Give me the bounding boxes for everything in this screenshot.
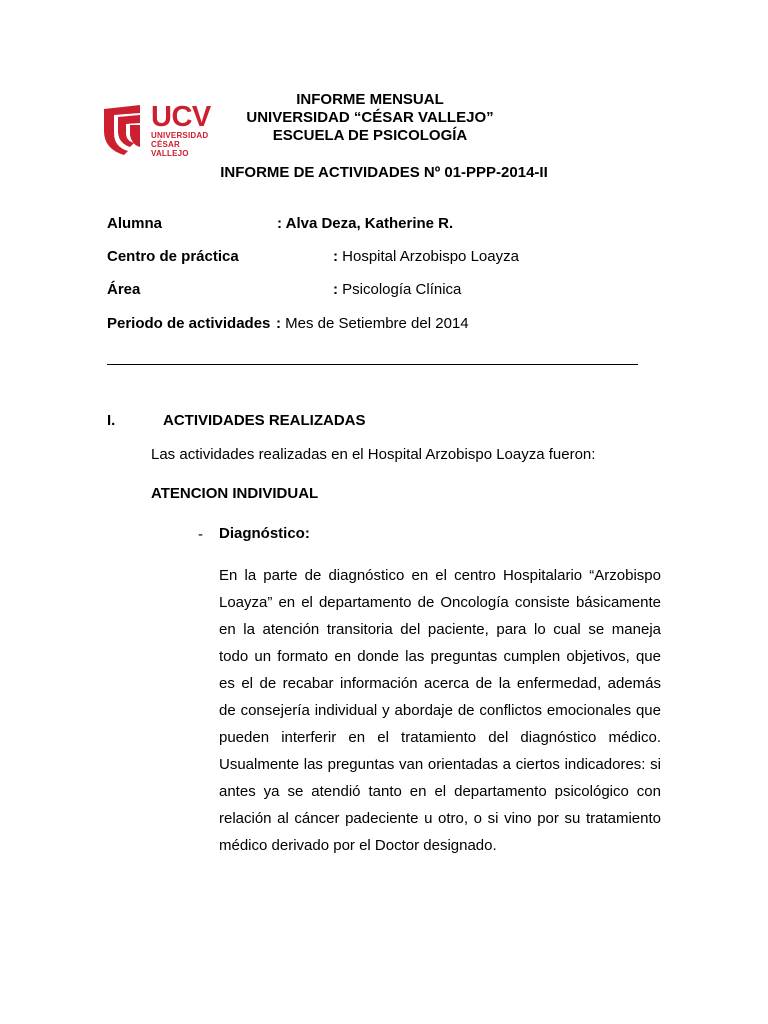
center-colon: :: [333, 248, 338, 265]
bullet-dash: -: [198, 526, 203, 543]
student-value: : Alva Deza, Katherine R.: [277, 215, 454, 232]
period-value: Mes de Setiembre del 2014: [281, 315, 469, 332]
section-title: ACTIVIDADES REALIZADAS: [163, 412, 366, 429]
separator-line: [107, 364, 638, 365]
paragraph-line: Usualmente las preguntas van orientadas a ciertos indicadores: si: [219, 756, 661, 773]
area-value: Psicología Clínica: [338, 281, 462, 298]
center-value: Hospital Arzobispo Loayza: [338, 248, 519, 265]
header-school: ESCUELA DE PSICOLOGÍA: [272, 127, 468, 144]
paragraph-line: de consejería individual y abordaje de conflictos emocionales que: [219, 702, 661, 719]
area-value-wrap: [333, 281, 461, 298]
document-header: [220, 91, 520, 145]
center-label: Centro de práctica: [107, 248, 239, 265]
paragraph-line: todo un formato en donde las preguntas cumplen objetivos, que: [219, 648, 661, 665]
area-label: Área: [107, 281, 141, 298]
paragraph-line: En la parte de diagnóstico en el centro Hospitalario “Arzobispo: [219, 567, 661, 584]
diagnostic-paragraph: [219, 562, 661, 859]
period-value-wrap: [276, 315, 469, 332]
section-number: I.: [107, 412, 116, 429]
paragraph-line: médico derivado por el Doctor designado.: [219, 837, 497, 854]
paragraph-line: pueden interferir en el tratamiento del diagnóstico médico.: [219, 729, 661, 746]
period-colon: :: [276, 315, 281, 332]
student-label: Alumna: [107, 215, 163, 232]
logo-line-2: CÉSAR VALLEJO: [151, 140, 189, 158]
period-label: Periodo de actividades: [107, 315, 271, 332]
paragraph-line: Loayza” en el departamento de Oncología consiste básicamente: [219, 594, 661, 611]
section-intro: Las actividades realizadas en el Hospital Arzobispo Loayza fueron:: [151, 446, 596, 463]
area-colon: :: [333, 281, 338, 298]
logo-text: [151, 103, 220, 158]
ucv-logo: [102, 101, 220, 158]
paragraph-line: antes ya se atendió tanto en el departamento psicológico con: [219, 783, 661, 800]
logo-line-1: UNIVERSIDAD: [151, 131, 209, 140]
bullet-title: Diagnóstico:: [219, 525, 310, 542]
header-university: UNIVERSIDAD “CÉSAR VALLEJO”: [246, 109, 494, 126]
header-title: INFORME MENSUAL: [296, 91, 444, 108]
logo-name: UCV: [151, 101, 211, 133]
ucv-emblem-icon: [102, 103, 148, 155]
paragraph-line: relación al cáncer padeciente u otro, o si vino por su tratamiento: [219, 810, 661, 827]
report-number: INFORME DE ACTIVIDADES Nº 01-PPP-2014-II: [220, 164, 548, 181]
paragraph-line: en la atención transitoria del paciente, para lo cual se maneja: [219, 621, 661, 638]
paragraph-line: es el de recabar información acerca de la enfermedad, además: [219, 675, 661, 692]
subsection-title: ATENCION INDIVIDUAL: [151, 485, 319, 502]
center-value-wrap: [333, 248, 519, 265]
